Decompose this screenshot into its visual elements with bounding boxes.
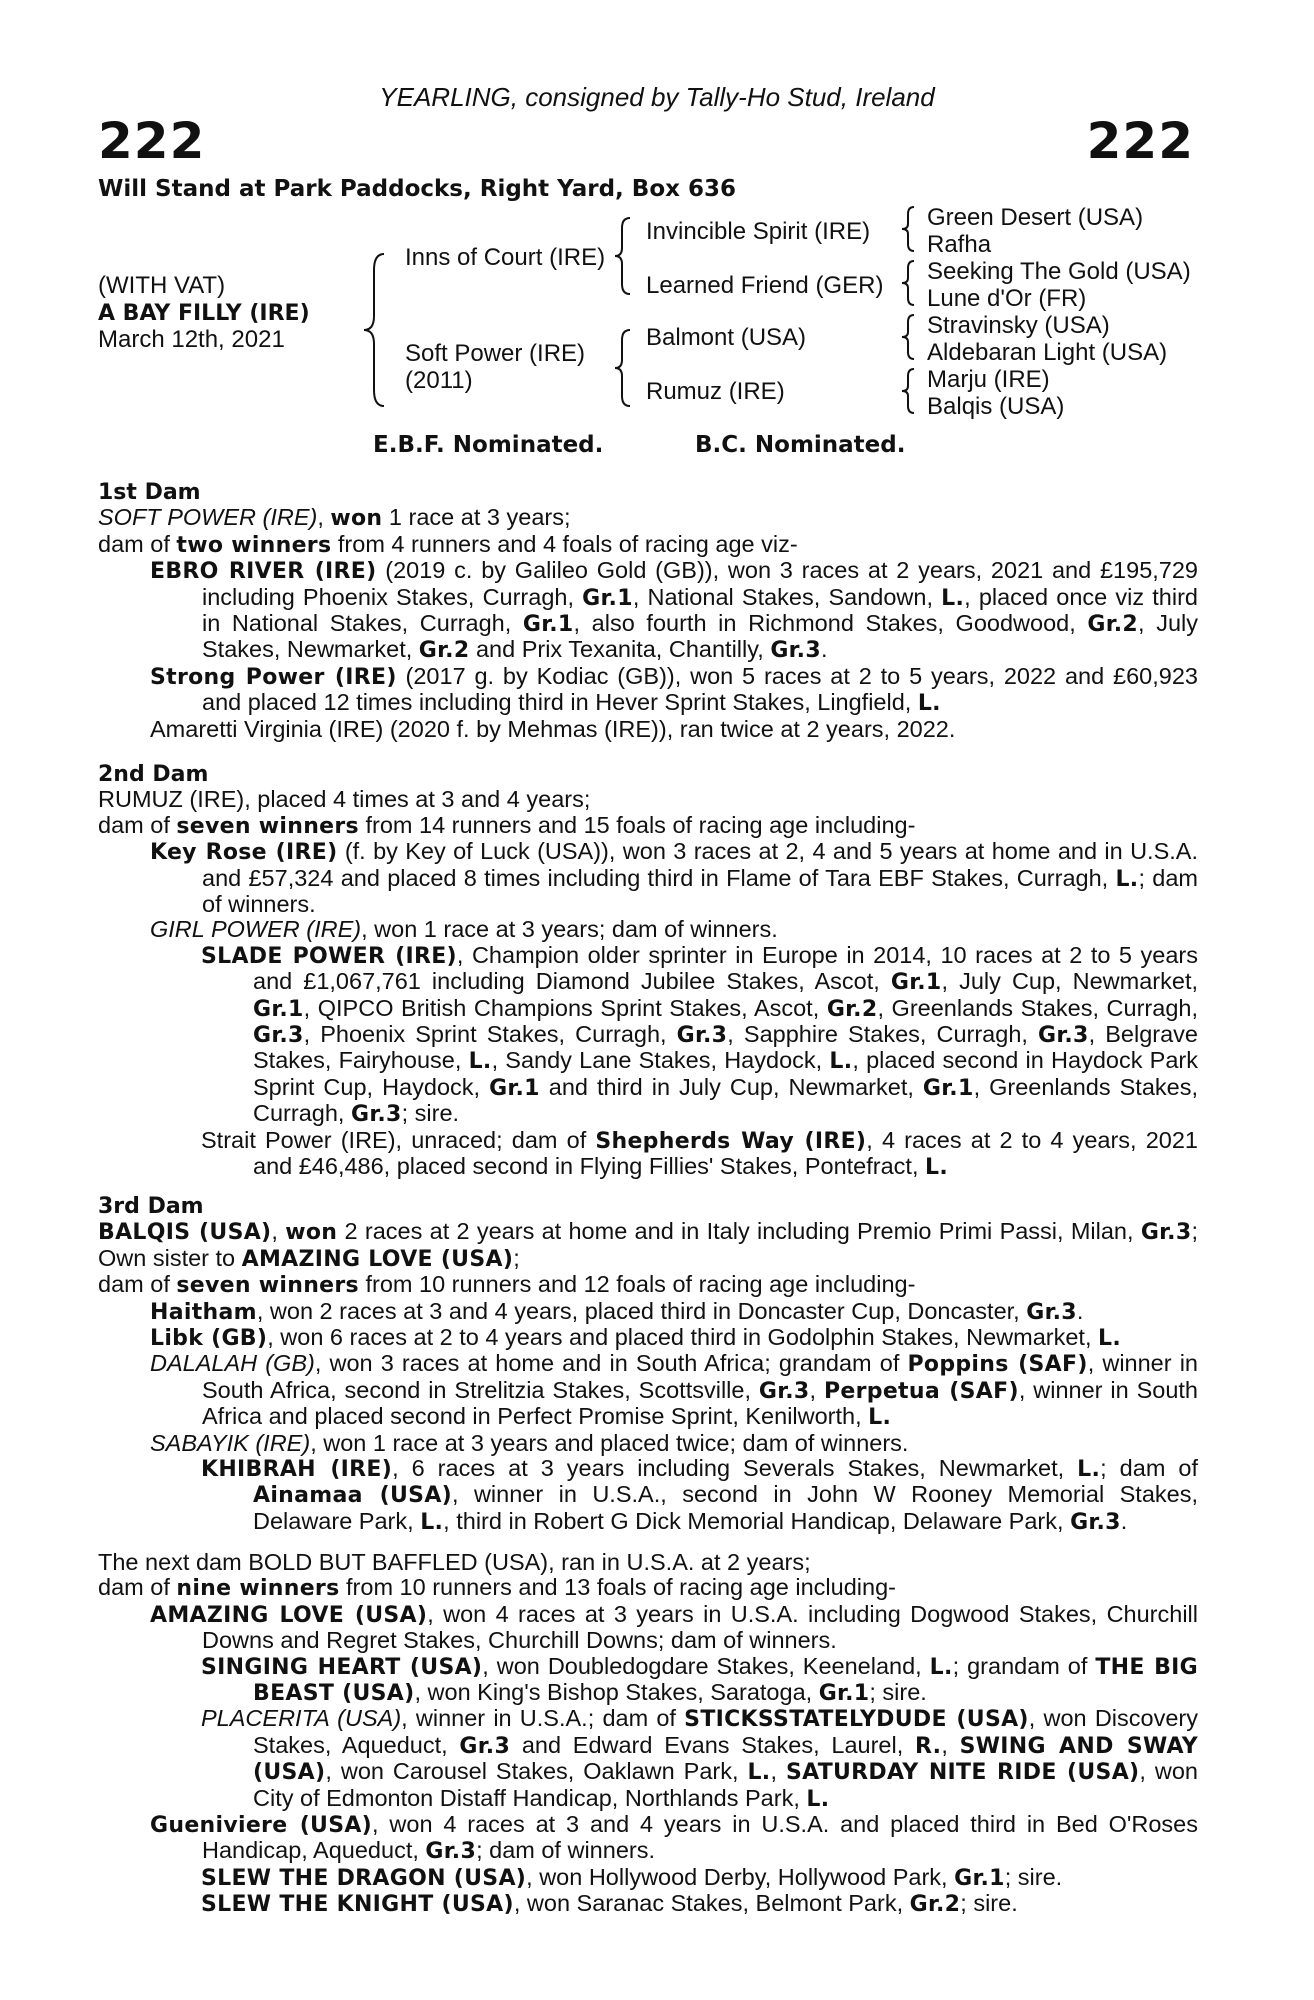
text: , Belgrave Stakes, Fairyhouse, <box>253 1021 1198 1074</box>
next-dam-section <box>98 1550 1198 1918</box>
produce-entry <box>150 1431 1198 1456</box>
text: , won Carousel Stakes, Oaklawn Park, <box>325 1758 748 1785</box>
text: won <box>330 506 383 532</box>
dd-brace <box>898 366 920 416</box>
text: SINGING HEART (USA) <box>201 1654 483 1680</box>
main-brace <box>360 250 390 410</box>
text: from 14 runners and 15 foals of racing age including- <box>358 811 916 838</box>
text: dam of <box>98 1574 177 1601</box>
text: L. <box>468 1049 492 1075</box>
text: ; <box>513 1244 520 1271</box>
text: L. <box>917 691 941 717</box>
text: , Sapphire Stakes, Curragh, <box>727 1021 1038 1048</box>
text: , winner in South Africa, second in Strelitzia Stakes, Scottsville, <box>202 1350 1198 1403</box>
dam-dam: Rumuz (IRE) <box>646 378 785 405</box>
text: Gr.3 <box>1140 1220 1192 1246</box>
sire-dam: Learned Friend (GER) <box>646 272 884 299</box>
text: , QIPCO British Champions Sprint Stakes, Ascot, <box>303 994 827 1021</box>
text: , also fourth in Richmond Stakes, Goodwood, <box>573 610 1088 637</box>
text: and Prix Texanita, Chantilly, <box>469 636 771 663</box>
text: Key Rose (IRE) <box>150 840 338 866</box>
text: Gr.2 <box>418 638 470 664</box>
text: Gr.2 <box>826 996 878 1022</box>
bc-nominated: B.C. Nominated. <box>695 432 906 458</box>
text: ; dam of winners. <box>202 864 1198 918</box>
text: , won 2 races at 3 and 4 years, placed third in Doncaster Cup, Doncaster, <box>256 1297 1027 1324</box>
produce-entry <box>150 1812 1198 1865</box>
text: Gr.3 <box>758 1378 810 1404</box>
text: L. <box>1098 1326 1121 1352</box>
text: AMAZING LOVE (USA) <box>150 1602 428 1628</box>
text: Gr.1 <box>253 996 304 1022</box>
text: Gr.3 <box>770 638 821 664</box>
sdd-name: Lune d'Or (FR) <box>927 285 1087 312</box>
produce-entry <box>150 839 1198 917</box>
text: SWING AND SWAY (USA) <box>253 1733 1198 1786</box>
text: The next dam BOLD BUT BAFFLED (USA), ran in U.S.A. at 2 years; <box>98 1549 811 1575</box>
produce-entry <box>201 943 1198 1128</box>
text: ; sire. <box>1004 1863 1063 1890</box>
text: Gr.2 <box>1087 612 1139 638</box>
text: PLACERITA (USA) <box>201 1705 402 1732</box>
text: Perpetua (SAF) <box>823 1378 1019 1404</box>
text: Gr.3 <box>459 1733 511 1759</box>
dam-brace <box>612 326 636 410</box>
sds-name: Seeking The Gold (USA) <box>927 258 1191 285</box>
horse-name <box>98 299 310 327</box>
text: ; sire. <box>869 1679 927 1706</box>
text: Gr.1 <box>954 1865 1005 1891</box>
text: seven winners <box>176 813 359 839</box>
lot-number-left: 222 <box>98 112 206 170</box>
dsd-name: Aldebaran Light (USA) <box>927 339 1168 366</box>
text: , won Saranac Stakes, Belmont Park, <box>513 1890 910 1917</box>
text: Ainamaa (USA) <box>253 1483 452 1509</box>
produce-entry <box>201 1128 1198 1181</box>
text: 1 race at 3 years; <box>382 504 571 531</box>
text: , Greenlands Stakes, Curragh, <box>253 1073 1199 1127</box>
produce-entry <box>201 1891 1198 1917</box>
text: and Edward Evans Stakes, Laurel, <box>510 1731 915 1758</box>
third-dam-line <box>98 1219 1198 1272</box>
text: ; grandam of <box>952 1652 1096 1679</box>
produce-entry <box>201 1654 1198 1707</box>
next-dam-line <box>98 1550 1198 1575</box>
produce-entry <box>201 1456 1198 1535</box>
text: Strong Power (IRE) <box>150 664 397 690</box>
text: , National Stakes, Sandown, <box>632 583 942 610</box>
text: . <box>1120 1507 1128 1534</box>
lot-number-right: 222 <box>1086 112 1194 170</box>
first-dam-line <box>98 505 1198 531</box>
text: Gr.1 <box>818 1681 870 1707</box>
text: , Phoenix Sprint Stakes, Curragh, <box>303 1021 677 1048</box>
produce-entry <box>201 1865 1198 1891</box>
text: ; sire. <box>401 1100 460 1127</box>
text: Gueniviere (USA) <box>150 1813 373 1839</box>
first-dam-heading: 1st Dam <box>98 480 201 505</box>
sire-brace <box>612 214 636 298</box>
produce-entry <box>150 1351 1198 1430</box>
text: SLEW THE KNIGHT (USA) <box>201 1892 514 1918</box>
text: , won 1 race at 3 years and placed twice; dam of winners. <box>310 1429 909 1456</box>
text: , won Hollywood Derby, Hollywood Park, <box>526 1863 955 1890</box>
dam-sire: Balmont (USA) <box>646 324 807 351</box>
text: Poppins (SAF) <box>907 1352 1088 1378</box>
text: SABAYIK (IRE) <box>150 1429 311 1456</box>
second-dam-line <box>98 787 1198 812</box>
text: L. <box>925 1155 948 1181</box>
text: SLEW THE DRAGON (USA) <box>201 1865 527 1891</box>
text: , <box>271 1218 286 1245</box>
produce-entry <box>201 1706 1198 1812</box>
dam-name: Soft Power (IRE) <box>405 340 586 367</box>
text: , placed once viz third in National Stakes, Curragh, <box>202 583 1198 637</box>
text: , July Cup, Newmarket, <box>941 968 1199 995</box>
sire-name: Inns of Court (IRE) <box>405 244 606 271</box>
text: GIRL POWER (IRE) <box>150 916 362 943</box>
text: seven winners <box>176 1273 359 1299</box>
produce-entry <box>150 1325 1198 1351</box>
text: SATURDAY NITE RIDE (USA) <box>785 1760 1140 1786</box>
text: Gr.2 <box>909 1892 961 1918</box>
second-dam-heading: 2nd Dam <box>98 762 209 787</box>
text: , Champion older sprinter in Europe in 2014, 10 races at 2 to 5 years and £1,067,761 including Diamond Jubilee Stakes, Ascot, <box>253 941 1198 995</box>
text: ; sire. <box>960 1890 1018 1917</box>
dds-name: Marju (IRE) <box>927 366 1050 393</box>
text: L. <box>1115 866 1139 892</box>
text: Gr.3 <box>676 1023 728 1049</box>
text: , won King's Bishop Stakes, Saratoga, <box>414 1679 819 1706</box>
text: from 10 runners and 12 foals of racing age including- <box>358 1271 916 1298</box>
text: , <box>317 504 331 531</box>
sss-name: Green Desert (USA) <box>927 204 1144 231</box>
text: KHIBRAH (IRE) <box>201 1457 393 1483</box>
text: EBRO RIVER (IRE) <box>150 559 377 585</box>
text: , Greenlands Stakes, Curragh, <box>877 994 1198 1021</box>
text: BALQIS (USA) <box>98 1220 272 1246</box>
text: Gr.3 <box>253 1023 304 1049</box>
text: ; dam of winners. <box>476 1837 655 1864</box>
text: , won Doubledogdare Stakes, Keeneland, <box>482 1652 930 1679</box>
text: L. <box>868 1405 892 1431</box>
horse-name-text: A BAY FILLY (IRE) <box>98 301 310 326</box>
next-dam-produce-summary <box>98 1575 1198 1601</box>
text: , 6 races at 3 years including Severals Stakes, Newmarket, <box>392 1455 1078 1482</box>
third-dam-section <box>98 1194 1198 1535</box>
text: (2017 g. by Kodiac (GB)), won 5 races at 2 to 5 years, 2022 and £60,923 and placed 12 times including third in Hever Sprint Stakes, Lingfield, <box>202 662 1198 716</box>
text: L. <box>941 585 965 611</box>
text: Shepherds Way (IRE) <box>595 1128 867 1154</box>
text: Gr.3 <box>1026 1299 1077 1325</box>
text: Amaretti Virginia (IRE) (2020 f. by Mehmas (IRE)), ran twice at 2 years, 2022. <box>150 715 956 742</box>
stand-location: Will Stand at Park Paddocks, Right Yard, Box 636 <box>98 176 736 202</box>
text: , Sandy Lane Stakes, Haydock, <box>491 1047 830 1074</box>
text: L. <box>1077 1457 1101 1483</box>
text: . <box>1076 1297 1084 1324</box>
sire-sire: Invincible Spirit (IRE) <box>646 218 871 245</box>
text: Strait Power (IRE), unraced; dam of <box>201 1126 596 1153</box>
text: . <box>820 636 828 663</box>
produce-entry <box>150 558 1198 664</box>
text: AMAZING LOVE (USA) <box>241 1246 514 1272</box>
third-dam-produce-summary <box>98 1272 1198 1298</box>
first-dam-produce-summary <box>98 532 1198 558</box>
text: , won 3 races at home and in South Africa; grandam of <box>314 1350 908 1377</box>
produce-entry <box>150 1602 1198 1654</box>
produce-entry <box>150 1299 1198 1325</box>
text: , winner in U.S.A.; dam of <box>401 1705 685 1732</box>
text: , won 6 races at 2 to 4 years and placed third in Godolphin Stakes, Newmarket, <box>267 1324 1099 1351</box>
text: dam of <box>98 1271 177 1298</box>
text: , July Stakes, Newmarket, <box>202 610 1198 663</box>
produce-entry <box>150 917 1198 942</box>
foaling-date: March 12th, 2021 <box>98 326 285 353</box>
second-dam-section <box>98 762 1198 1181</box>
text: 2 races at 2 years at home and in Italy including Premio Primi Passi, Milan, <box>337 1218 1141 1245</box>
produce-entry <box>150 664 1198 717</box>
text: , third in Robert G Dick Memorial Handicap, Delaware Park, <box>443 1507 1071 1534</box>
text: , <box>941 1731 960 1758</box>
text: , won 1 race at 3 years; dam of winners. <box>361 916 778 943</box>
ssd-name: Rafha <box>927 231 992 258</box>
text: and third in July Cup, Newmarket, <box>539 1073 923 1100</box>
text: Gr.1 <box>582 585 633 611</box>
text: Libk (GB) <box>150 1326 268 1352</box>
text: , <box>809 1376 824 1403</box>
text: , won City of Edmonton Distaff Handicap, Northlands Park, <box>253 1758 1198 1811</box>
text: won <box>285 1220 338 1246</box>
text: ; dam of <box>1100 1455 1198 1482</box>
text: ; Own sister to <box>98 1218 1198 1271</box>
ss-brace <box>898 204 920 254</box>
text: Gr.3 <box>425 1839 477 1865</box>
text: SOFT POWER (IRE) <box>98 504 318 531</box>
vat-note: (WITH VAT) <box>98 272 226 299</box>
text: , winner in U.S.A., second in John W Rooney Memorial Stakes, Delaware Park, <box>253 1481 1198 1534</box>
ddd-name: Balqis (USA) <box>927 393 1065 420</box>
text: Gr.3 <box>1070 1509 1121 1535</box>
text: two winners <box>176 532 332 558</box>
text: L. <box>929 1654 953 1680</box>
text: L. <box>420 1509 444 1535</box>
text: (2019 c. by Galileo Gold (GB)), won 3 races at 2 years, 2021 and £195,729 including Phoenix Stakes, Curragh, <box>202 557 1198 610</box>
text: dam of <box>98 811 177 838</box>
text: from 10 runners and 13 foals of racing age including- <box>339 1574 896 1601</box>
text: , won 4 races at 3 years in U.S.A. including Dogwood Stakes, Churchill Downs and Regret Stakes, Churchill Downs; dam of winners. <box>202 1600 1198 1654</box>
text: Gr.3 <box>350 1102 402 1128</box>
text: Gr.3 <box>1038 1023 1089 1049</box>
text: from 4 runners and 4 foals of racing age viz- <box>331 530 798 557</box>
text: , won 4 races at 3 and 4 years in U.S.A. and placed third in Bed O'Roses Handicap, Aqueduct, <box>202 1811 1198 1864</box>
text: SLADE POWER (IRE) <box>201 943 457 969</box>
text: L. <box>829 1049 853 1075</box>
text: STICKSSTATELYDUDE (USA) <box>684 1707 1029 1733</box>
text: R. <box>915 1733 942 1759</box>
text: L. <box>806 1786 830 1812</box>
ebf-nominated: E.B.F. Nominated. <box>373 432 604 458</box>
text: THE BIG BEAST (USA) <box>253 1654 1198 1707</box>
text: Gr.1 <box>522 612 574 638</box>
text: Gr.1 <box>890 970 942 996</box>
second-dam-produce-summary <box>98 813 1198 839</box>
text: , placed second in Haydock Park Sprint Cup, Haydock, <box>253 1047 1198 1100</box>
text: Gr.1 <box>922 1075 974 1101</box>
text: nine winners <box>176 1576 340 1602</box>
produce-entry <box>150 717 1198 742</box>
ds-brace <box>898 312 920 362</box>
text: , <box>770 1758 786 1785</box>
sale-title: YEARLING, consigned by Tally-Ho Stud, Ireland <box>379 82 935 112</box>
text: RUMUZ (IRE), placed 4 times at 3 and 4 years; <box>98 786 591 813</box>
text: L. <box>747 1760 771 1786</box>
sd-brace <box>898 258 920 308</box>
text: dam of <box>98 530 177 557</box>
text: DALALAH (GB) <box>150 1350 315 1377</box>
text: , won Discovery Stakes, Aqueduct, <box>253 1705 1198 1758</box>
text: Gr.1 <box>489 1075 540 1101</box>
dss-name: Stravinsky (USA) <box>927 312 1110 339</box>
dam-year: (2011) <box>405 367 473 394</box>
text: (f. by Key of Luck (USA)), won 3 races at 2, 4 and 5 years at home and in U.S.A. and £57,324 and placed 8 times including third in Flame of Tara EBF Stakes, Curragh, <box>202 838 1198 891</box>
first-dam-section <box>98 480 1198 742</box>
text: , 4 races at 2 to 4 years, 2021 and £46,486, placed second in Flying Fillies' Stakes, Pontefract, <box>253 1126 1198 1180</box>
text: Haitham <box>150 1299 257 1325</box>
third-dam-heading: 3rd Dam <box>98 1194 204 1219</box>
text: , winner in South Africa and placed second in Perfect Promise Sprint, Kenilworth, <box>202 1376 1198 1430</box>
